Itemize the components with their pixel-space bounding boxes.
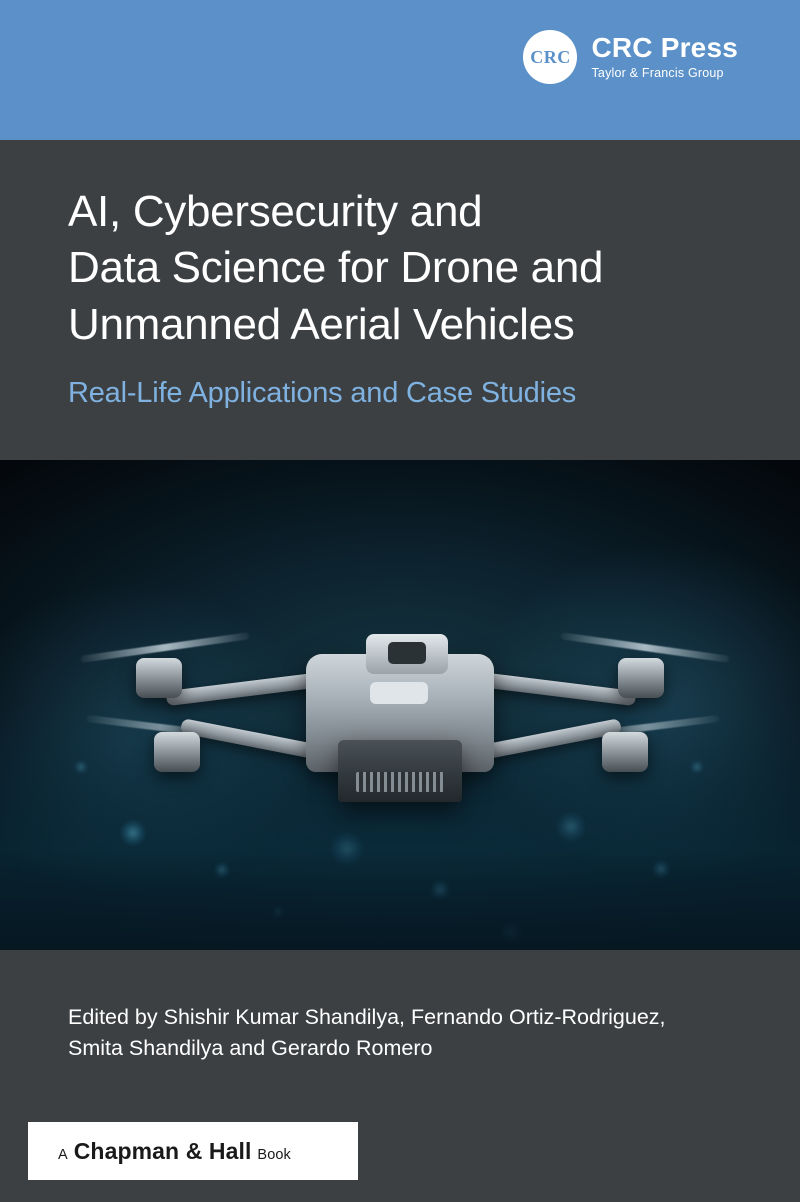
imprint-suffix: Book [257, 1146, 291, 1163]
drone-camera-lens [388, 642, 426, 664]
credits-block [0, 950, 800, 1202]
title-line-1: AI, Cybersecurity and [68, 187, 483, 236]
editors-line-1: Edited by Shishir Kumar Shandilya, Fernando Ortiz-Rodriguez, [68, 1005, 666, 1029]
drone-arm-front-right [486, 673, 637, 706]
publisher-text [591, 33, 738, 81]
drone-arm-rear-right [476, 718, 622, 761]
drone-arm-rear-left [180, 718, 326, 761]
drone-motor-rear-right [602, 732, 648, 772]
drone-top-panel [370, 682, 428, 704]
drone-motor-front-left [136, 658, 182, 698]
drone-battery [338, 740, 462, 802]
drone-vents [356, 772, 444, 792]
imprint-prefix: A [58, 1146, 68, 1163]
crc-press-logo [523, 30, 738, 84]
crc-logo-mark: CRC [530, 46, 571, 67]
imprint-badge [28, 1122, 358, 1180]
cover-photograph [0, 460, 800, 950]
editors-credit [68, 1002, 734, 1064]
drone-illustration [70, 620, 730, 850]
drone-motor-rear-left [154, 732, 200, 772]
imprint-text [58, 1138, 291, 1165]
publisher-name: CRC Press [591, 32, 738, 64]
book-subtitle: Real-Life Applications and Case Studies [68, 376, 577, 409]
publisher-band [0, 0, 800, 140]
publisher-group: Taylor & Francis Group [591, 66, 724, 81]
book-title [68, 184, 734, 353]
title-line-2: Data Science for Drone and [68, 243, 604, 293]
imprint-name: Chapman & Hall [73, 1137, 252, 1164]
drone-arm-front-left [166, 673, 317, 706]
drone-motor-front-right [618, 658, 664, 698]
editors-line-2: Smita Shandilya and Gerardo Romero [68, 1036, 433, 1061]
title-block [0, 140, 800, 460]
title-line-3: Unmanned Aerial Vehicles [68, 299, 575, 349]
crc-roundel-icon [523, 30, 577, 84]
